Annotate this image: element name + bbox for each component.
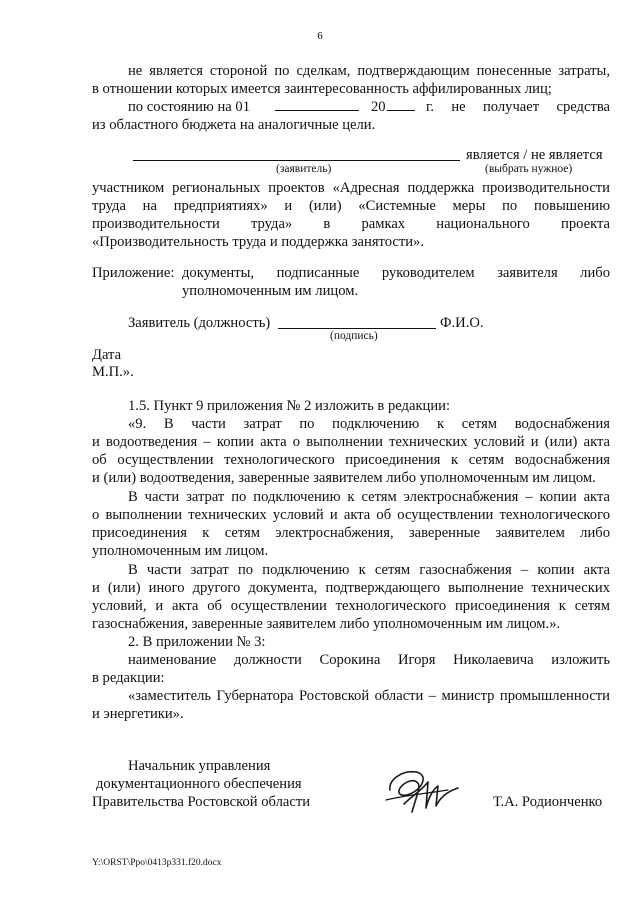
p1-line-4: и (или) водоотведения, заверенные заявителем либо уполномоченным им лицом. bbox=[92, 470, 596, 486]
handwritten-signature-icon bbox=[382, 760, 462, 818]
applicant-blank bbox=[133, 160, 460, 161]
p1-line-3: об осуществлении технологического присоединения к сетям водоснабжения bbox=[92, 452, 610, 468]
item-2-line-5: и энергетики». bbox=[92, 706, 184, 722]
choose-caption: (выбрать нужное) bbox=[485, 163, 573, 175]
applicant-caption: (заявитель) bbox=[276, 163, 332, 175]
signatory-title-2: документационного обеспечения bbox=[96, 776, 302, 792]
signatory-name: Т.А. Родионченко bbox=[493, 794, 603, 810]
intro-line-2: в отношении которых имеется заинтересованность аффилированных лиц; bbox=[92, 81, 552, 97]
item-1-5-heading: 1.5. Пункт 9 приложения № 2 изложить в редакции: bbox=[128, 398, 451, 414]
mp-label: М.П.». bbox=[92, 364, 134, 380]
p1-line-1: «9. В части затрат по подключению к сетям водоснабжения bbox=[128, 416, 610, 432]
footer-file-path: Y:\ORST\Ppo\0413p331.f20.docx bbox=[92, 858, 222, 868]
item-2-line-4: «заместитель Губернатора Ростовской области – министр промышленности bbox=[128, 688, 610, 704]
page-number: 6 bbox=[317, 30, 323, 42]
appendix-label: Приложение: bbox=[92, 265, 175, 281]
is-not-choice: является / не является bbox=[466, 147, 603, 163]
p2-line-3: присоединения к сетям электроснабжения, заверенные заявителем либо bbox=[92, 525, 610, 541]
intro-line-3-start: по состоянию на 01 bbox=[128, 99, 250, 115]
item-2-heading: 2. В приложении № 3: bbox=[128, 634, 266, 650]
p3-line-1: В части затрат по подключению к сетям газоснабжения – копии акта bbox=[128, 562, 610, 578]
applicant-position: Заявитель (должность) bbox=[128, 315, 271, 331]
item-2-line-3: в редакции: bbox=[92, 670, 165, 686]
sign-caption: (подпись) bbox=[330, 330, 378, 342]
p2-line-4: уполномоченным им лицом. bbox=[92, 543, 269, 559]
p2-line-2: о выполнении технических условий и акта об осуществлении технологического bbox=[92, 507, 610, 523]
item-2-line-2: наименование должности Сорокина Игоря Николаевича изложить bbox=[128, 652, 610, 668]
declaration-line-4: «Производительность труда и поддержка занятости». bbox=[92, 234, 424, 250]
appendix-line-2: уполномоченным им лицом. bbox=[182, 283, 359, 299]
declaration-line-2: труда на предприятиях» и (или) «Системные меры по повышению bbox=[92, 198, 610, 214]
intro-line-1: не является стороной по сделкам, подтверждающим понесенные затраты, bbox=[128, 63, 610, 79]
signature-blank bbox=[278, 328, 436, 329]
p2-line-1: В части затрат по подключению к сетям электроснабжения – копии акта bbox=[128, 489, 610, 505]
year-blank bbox=[387, 110, 415, 111]
signatory-title-1: Начальник управления bbox=[128, 758, 271, 774]
appendix-line-1: документы, подписанные руководителем заявителя либо bbox=[182, 265, 610, 281]
date-label: Дата bbox=[92, 347, 122, 363]
signatory-title-3: Правительства Ростовской области bbox=[92, 794, 311, 810]
intro-line-3-year: 20 bbox=[371, 99, 386, 115]
p1-line-2: и водоотведения – копии акта о выполнении технических условий и (или) акта bbox=[92, 434, 610, 450]
p3-line-2: и (или) иного другого документа, подтверждающего выполнение технических bbox=[92, 580, 610, 596]
intro-line-4: из областного бюджета на аналогичные цели. bbox=[92, 117, 376, 133]
declaration-line-3: производительности труда» в рамках национального проекта bbox=[92, 216, 610, 232]
day-blank bbox=[275, 110, 359, 111]
intro-line-3-end: г. не получает средства bbox=[426, 99, 610, 115]
p3-line-4: газоснабжения, заверенные заявителем либо уполномоченным им лицом.». bbox=[92, 616, 561, 632]
fio-label: Ф.И.О. bbox=[440, 315, 484, 331]
declaration-line-1: участником региональных проектов «Адресная поддержка производительности bbox=[92, 180, 610, 196]
p3-line-3: условий, и акта об осуществлении технологического присоединения к сетям bbox=[92, 598, 610, 614]
